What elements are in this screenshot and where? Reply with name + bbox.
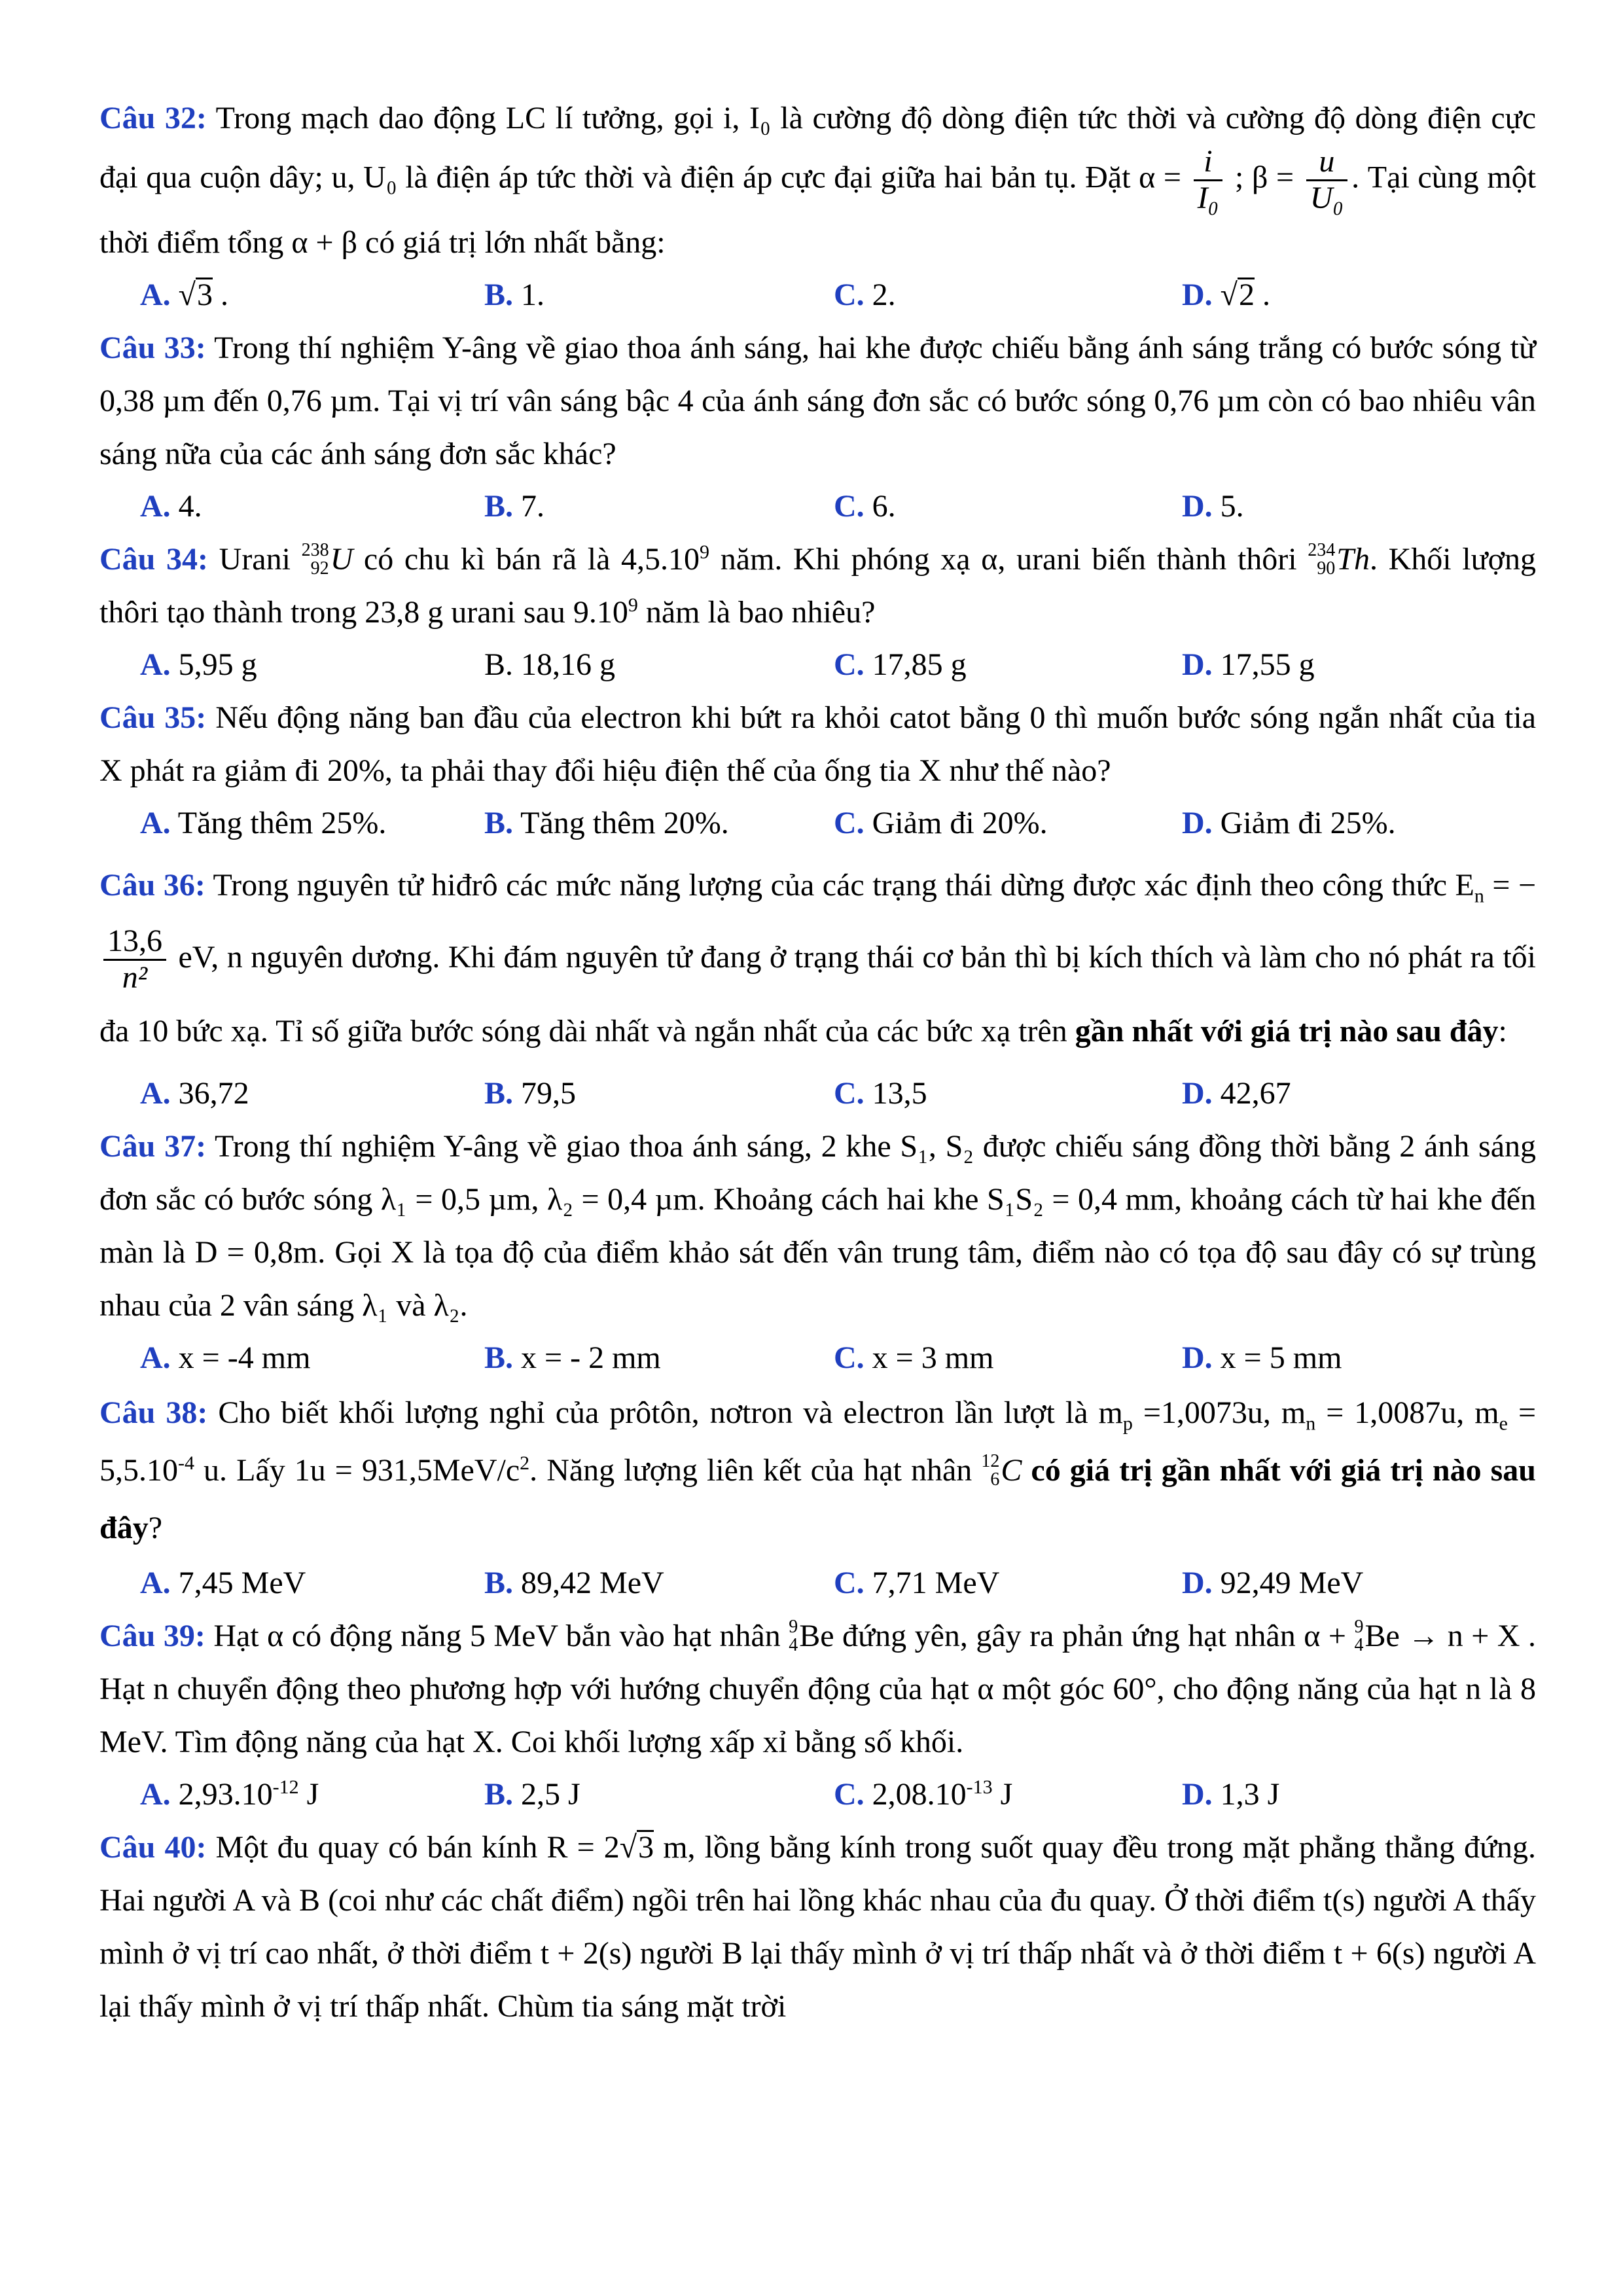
option-letter: C. xyxy=(834,1340,865,1375)
question-text: . Tại cùng một thời điểm tổng α + β có giá trị lớn nhất bằng: xyxy=(99,160,1537,260)
fraction-denominator: I₀ xyxy=(1197,180,1219,215)
question-text: . Năng lượng liên kết của hạt nhân xyxy=(529,1452,982,1488)
question-text: =1,0073u, m xyxy=(1132,1395,1306,1430)
option-a[interactable] xyxy=(140,1768,484,1821)
question-text: năm là bao nhiêu? xyxy=(637,594,876,630)
option-text: x = -4 mm xyxy=(170,1340,311,1375)
option-letter: A. xyxy=(140,488,171,524)
question-34 xyxy=(99,533,1536,639)
option-text: Tăng thêm 25%. xyxy=(170,805,387,840)
option-c[interactable] xyxy=(834,1332,1182,1384)
question-text: Nếu động năng ban đầu của electron khi bứt ra khỏi catot bằng 0 thì muốn bước sóng ngắn nhất của tia X phát ra giảm đi 20%, ta phải thay đổi hiệu điện thế của ống tia X như thế nào? xyxy=(99,700,1536,788)
option-text: 7. xyxy=(513,488,545,524)
subscript: e xyxy=(1499,1412,1508,1435)
option-letter: A. xyxy=(140,1776,171,1812)
exponent: 9 xyxy=(628,594,638,616)
option-text: 79,5 xyxy=(513,1075,577,1111)
option-d[interactable] xyxy=(1182,480,1244,533)
option-text: Giảm đi 25%. xyxy=(1212,805,1396,840)
option-letter: A. xyxy=(140,805,171,840)
option-letter: D. xyxy=(1182,277,1213,312)
fraction-denominator: U₀ xyxy=(1310,180,1344,215)
question-text: có chu kì bán rã là 4,5.10 xyxy=(353,541,700,577)
fraction-numerator: i xyxy=(1194,145,1223,181)
option-text: x = 3 mm xyxy=(864,1340,994,1375)
mass-number: 9 xyxy=(789,1616,798,1637)
exponent: -4 xyxy=(178,1452,194,1474)
subscript: n xyxy=(1474,885,1484,907)
answer-options xyxy=(99,639,1536,691)
question-text: = − xyxy=(1484,867,1537,903)
question-text: đứng yên, gây ra phản ứng hạt nhân α + xyxy=(834,1618,1355,1653)
question-text: → n + X . Hạt n chuyển động theo phương hợp với hướng chuyển động của hạt α một góc 60°, cho động năng của hạt n là 8 MeV. Tìm động năng của hạt X. Coi khối lượng xấp xỉ bằng số khối. xyxy=(99,1618,1537,1759)
option-letter: D. xyxy=(1182,1776,1213,1812)
option-letter: A. xyxy=(140,1340,171,1375)
option-text: x = 5 mm xyxy=(1212,1340,1342,1375)
question-text: Trong thí nghiệm Y-âng về giao thoa ánh sáng, 2 khe S₁, S₂ được chiếu sáng đồng thời bằng 2 ánh sáng đơn sắc có bước sóng λ₁ = 0,5 µm, λ₂ = 0,4 µm. Khoảng cách hai khe S₁S₂ = 0,4 mm, khoảng cách từ hai khe đến màn là D = 0,8m. Gọi X là tọa độ của điểm khảo sát đến vân trung tâm, điểm nào có tọa độ sau đây có sự trùng nhau của 2 vân sáng λ₁ và λ₂. xyxy=(99,1128,1536,1323)
option-letter: B. xyxy=(484,1776,514,1812)
option-text: 4. xyxy=(170,488,202,524)
option-text: 1,3 J xyxy=(1212,1776,1280,1812)
question-label: Câu 37: xyxy=(99,1128,207,1164)
question-33 xyxy=(99,321,1536,480)
question-label: Câu 40: xyxy=(99,1829,207,1865)
option-d[interactable] xyxy=(1182,797,1396,850)
isotope-notation xyxy=(302,541,329,578)
option-letter: D. xyxy=(1182,488,1213,524)
option-text: 2,5 J xyxy=(513,1776,580,1812)
option-c[interactable] xyxy=(834,269,1182,321)
option-a[interactable] xyxy=(140,797,484,850)
question-text: ? xyxy=(148,1510,163,1545)
question-label: Câu 36: xyxy=(99,867,205,903)
option-letter: D. xyxy=(1182,1340,1213,1375)
option-letter: B. xyxy=(484,1340,514,1375)
sqrt-radicand: 3 xyxy=(197,277,213,312)
option-text: 7,71 MeV xyxy=(864,1565,1000,1600)
atomic-number: 4 xyxy=(1354,1634,1364,1655)
mass-number: 9 xyxy=(1354,1616,1364,1637)
question-36 xyxy=(99,850,1536,1067)
element-symbol: Th xyxy=(1336,541,1370,577)
mass-number: 234 xyxy=(1308,539,1336,560)
sqrt-sign: √ xyxy=(619,1829,637,1865)
question-label: Câu 35: xyxy=(99,700,207,735)
fraction-numerator: 13,6 xyxy=(103,924,166,961)
option-b[interactable] xyxy=(484,269,834,321)
question-text: Trong nguyên tử hiđrô các mức năng lượng của các trạng thái dừng được xác định theo công thức E xyxy=(205,867,1474,903)
question-text: Một đu quay có bán kính R = 2 xyxy=(206,1829,620,1865)
option-letter: D. xyxy=(1182,1565,1213,1600)
option-letter: B. xyxy=(484,1565,514,1600)
question-label: Câu 34: xyxy=(99,541,208,577)
option-d[interactable] xyxy=(1182,1332,1342,1384)
option-text: 17,85 g xyxy=(864,647,967,682)
question-text: Hạt α có động năng 5 MeV bắn vào hạt nhân xyxy=(205,1618,789,1653)
option-b[interactable] xyxy=(484,1557,834,1609)
option-text: 36,72 xyxy=(170,1075,249,1111)
option-letter: B. xyxy=(484,647,514,682)
atomic-number: 90 xyxy=(1317,558,1336,579)
option-letter: B. xyxy=(484,277,514,312)
option-text: J xyxy=(992,1776,1013,1812)
option-text: Giảm đi 20%. xyxy=(864,805,1048,840)
option-text: 7,45 MeV xyxy=(170,1565,306,1600)
question-label: Câu 32: xyxy=(99,101,207,135)
option-text: 42,67 xyxy=(1212,1075,1291,1111)
option-a[interactable] xyxy=(140,1557,484,1609)
option-letter: C. xyxy=(834,488,865,524)
exponent: -12 xyxy=(272,1776,299,1798)
option-text: 5. xyxy=(1212,488,1244,524)
question-38 xyxy=(99,1384,1536,1557)
option-b[interactable] xyxy=(484,797,834,850)
option-text: 5,95 g xyxy=(170,647,257,682)
option-text: . xyxy=(213,277,229,312)
question-text: eV, n nguyên dương. Khi đám nguyên tử đang ở trạng thái cơ bản thì bị kích thích và làm cho nó phát ra tối đa 10 bức xạ. Tỉ số giữa bước sóng dài nhất và ngắn nhất của các bức xạ trên xyxy=(99,939,1536,1049)
answer-options xyxy=(99,1557,1536,1609)
option-text: Tăng thêm 20%. xyxy=(513,805,729,840)
question-40 xyxy=(99,1821,1536,2033)
sqrt-radicand: 2 xyxy=(1239,277,1255,312)
element-symbol: C xyxy=(1001,1452,1022,1488)
question-text: Urani xyxy=(208,541,302,577)
option-text: 1. xyxy=(513,277,545,312)
option-letter: A. xyxy=(140,1565,171,1600)
sqrt-radicand: 3 xyxy=(638,1829,654,1865)
option-c[interactable] xyxy=(834,797,1182,850)
fraction-i-over-I0 xyxy=(1194,145,1223,216)
element-symbol: Be xyxy=(1364,1618,1400,1653)
option-a[interactable] xyxy=(140,1332,484,1384)
option-b[interactable] xyxy=(484,480,834,533)
answer-options xyxy=(99,1768,1536,1821)
option-letter: C. xyxy=(834,1075,865,1111)
answer-options xyxy=(99,480,1536,533)
atomic-number: 92 xyxy=(310,558,329,579)
option-b[interactable] xyxy=(484,1067,834,1120)
option-d[interactable] xyxy=(1182,639,1315,691)
option-a[interactable] xyxy=(140,639,484,691)
isotope-notation xyxy=(1308,541,1335,578)
question-text: Cho biết khối lượng nghỉ của prôtôn, nơtron và electron lần lượt là m xyxy=(207,1395,1123,1430)
isotope-notation xyxy=(789,1618,798,1655)
question-label: Câu 39: xyxy=(99,1618,205,1653)
option-letter: D. xyxy=(1182,805,1213,840)
question-text: : xyxy=(1498,1013,1507,1049)
option-b[interactable] xyxy=(484,1332,834,1384)
sqrt-sign: √ xyxy=(178,277,196,312)
option-letter: A. xyxy=(140,277,171,312)
exponent: 9 xyxy=(700,541,710,563)
mass-number: 12 xyxy=(981,1450,1000,1471)
question-text: Trong thí nghiệm Y-âng về giao thoa ánh sáng, hai khe được chiếu bằng ánh sáng trắng có bước sóng từ 0,38 µm đến 0,76 µm. Tại vị trí vân sáng bậc 4 của ánh sáng đơn sắc có bước sóng 0,76 µm còn có bao nhiêu vân sáng nữa của các ánh sáng đơn sắc khác? xyxy=(99,330,1537,471)
answer-options xyxy=(99,269,1536,321)
question-text: u. Lấy 1u = 931,5MeV/c xyxy=(194,1452,520,1488)
question-label: Câu 33: xyxy=(99,330,206,365)
option-c[interactable] xyxy=(834,1067,1182,1120)
option-c[interactable] xyxy=(834,480,1182,533)
fraction-denominator: n² xyxy=(122,960,148,996)
option-d[interactable] xyxy=(1182,1768,1279,1821)
option-text: 13,5 xyxy=(864,1075,927,1111)
emphasis-text: có giá trị gần nhất với giá trị nào sau đây xyxy=(99,1452,1537,1545)
option-text: 2. xyxy=(864,277,896,312)
question-35 xyxy=(99,691,1536,797)
question-37 xyxy=(99,1120,1536,1332)
option-letter: B. xyxy=(484,805,514,840)
exponent: 2 xyxy=(520,1452,530,1474)
option-letter: B. xyxy=(484,1075,514,1111)
element-symbol: Be xyxy=(799,1618,834,1653)
option-text: 2,08.10 xyxy=(864,1776,967,1812)
option-text: . xyxy=(1255,277,1271,312)
question-32 xyxy=(99,92,1536,269)
isotope-notation xyxy=(981,1452,999,1489)
option-d[interactable] xyxy=(1182,1557,1363,1609)
option-text: J xyxy=(298,1776,319,1812)
emphasis-text: gần nhất với giá trị nào sau đây xyxy=(1075,1013,1499,1049)
atomic-number: 6 xyxy=(990,1469,1000,1490)
option-c[interactable] xyxy=(834,1768,1182,1821)
mass-number: 238 xyxy=(301,539,329,560)
option-text: 2,93.10 xyxy=(170,1776,273,1812)
fraction-u-over-U0 xyxy=(1306,145,1347,216)
option-d[interactable] xyxy=(1182,1067,1291,1120)
exponent: -13 xyxy=(966,1776,993,1798)
exam-page xyxy=(99,92,1536,2033)
question-text: Trong mạch dao động LC lí tưởng, gọi i, I₀ là cường độ dòng điện tức thời và cường độ dòng điện cực đại qua cuộn dây; u, U₀ là điện áp tức thời và điện áp cực đại giữa hai bản tụ. Đặt α = xyxy=(99,101,1537,195)
atomic-number: 4 xyxy=(789,1634,798,1655)
option-letter: A. xyxy=(140,1075,171,1111)
fraction-numerator: u xyxy=(1306,145,1347,181)
option-d[interactable] xyxy=(1182,269,1270,321)
option-letter: D. xyxy=(1182,1075,1213,1111)
question-text: = 5,5.10 xyxy=(99,1395,1537,1488)
option-text: 17,55 g xyxy=(1212,647,1315,682)
option-letter: C. xyxy=(834,805,865,840)
option-letter: C. xyxy=(834,277,865,312)
option-text: 6. xyxy=(864,488,896,524)
energy-fraction xyxy=(103,924,166,996)
question-text: năm. Khi phóng xạ α, urani biến thành thôri xyxy=(709,541,1308,577)
sqrt-sign: √ xyxy=(1220,277,1238,312)
question-text: ; β = xyxy=(1226,160,1302,195)
option-c[interactable] xyxy=(834,1557,1182,1609)
option-letter: D. xyxy=(1182,647,1213,682)
answer-options xyxy=(99,797,1536,850)
answer-options xyxy=(99,1067,1536,1120)
option-text: 92,49 MeV xyxy=(1212,1565,1364,1600)
option-b[interactable] xyxy=(484,639,834,691)
option-text: x = - 2 mm xyxy=(513,1340,661,1375)
option-text: 89,42 MeV xyxy=(513,1565,664,1600)
question-39 xyxy=(99,1609,1536,1768)
option-b[interactable] xyxy=(484,1768,834,1821)
option-a[interactable] xyxy=(140,480,484,533)
question-text: m, lồng bằng kính trong suốt quay đều trong mặt phẳng thẳng đứng. Hai người A và B (coi như các chất điểm) ngồi trên hai lồng khác nhau của đu quay. Ở thời điểm t(s) người A thấy mình ở vị trí cao nhất, ở thời điểm t + 2(s) người B lại thấy mình ở vị trí thấp nhất và ở thời điểm t + 6(s) người A lại thấy mình ở vị trí thấp nhất. Chùm tia sáng mặt trời xyxy=(99,1829,1537,2024)
option-a[interactable] xyxy=(140,269,484,321)
subscript: n xyxy=(1306,1412,1316,1435)
element-symbol: U xyxy=(330,541,353,577)
option-a[interactable] xyxy=(140,1067,484,1120)
option-text: 18,16 g xyxy=(513,647,616,682)
question-text: . Khối lượng thôri tạo thành trong 23,8 g urani sau 9.10 xyxy=(99,541,1537,630)
question-text: = 1,0087u, m xyxy=(1315,1395,1499,1430)
isotope-notation xyxy=(1354,1618,1363,1655)
option-letter: C. xyxy=(834,1565,865,1600)
answer-options xyxy=(99,1332,1536,1384)
option-letter: B. xyxy=(484,488,514,524)
question-label: Câu 38: xyxy=(99,1395,208,1430)
option-c[interactable] xyxy=(834,639,1182,691)
option-letter: C. xyxy=(834,647,865,682)
option-letter: C. xyxy=(834,1776,865,1812)
option-letter: A. xyxy=(140,647,171,682)
subscript: p xyxy=(1122,1412,1133,1435)
